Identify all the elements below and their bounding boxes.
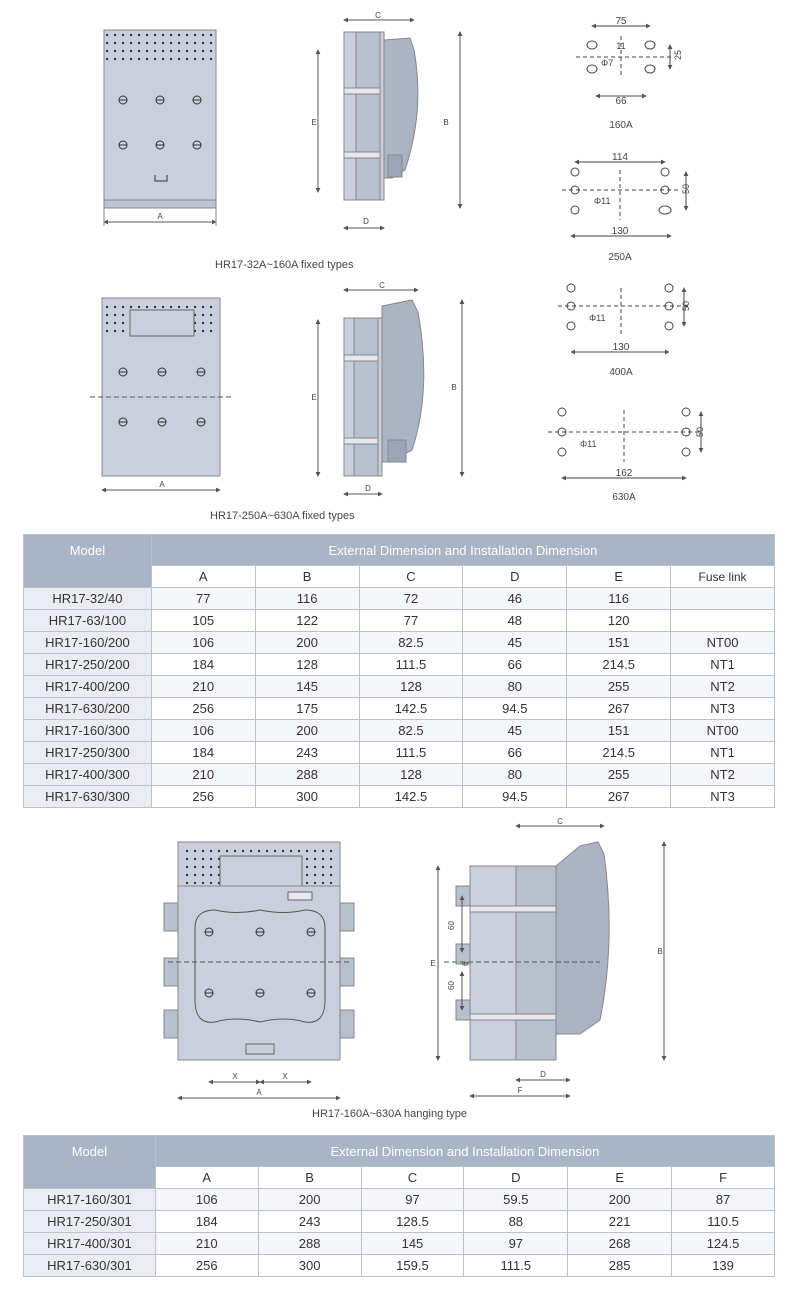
value-cell: 110.5 xyxy=(672,1211,775,1233)
value-cell: 256 xyxy=(151,786,255,808)
value-cell: 300 xyxy=(258,1255,361,1277)
value-cell: 87 xyxy=(672,1189,775,1211)
mount-250-bottom: 130 xyxy=(611,226,629,237)
value-cell: 221 xyxy=(568,1211,672,1233)
mount-160-label: 160A xyxy=(609,120,633,131)
table-row xyxy=(24,720,775,742)
mount-250-side: 50 xyxy=(681,183,691,194)
table-row xyxy=(24,742,775,764)
fixed-small-front-view xyxy=(104,30,216,226)
value-cell: 200 xyxy=(255,720,359,742)
value-cell: 142.5 xyxy=(359,786,463,808)
value-cell: 45 xyxy=(463,720,567,742)
value-cell: 151 xyxy=(567,720,671,742)
model-cell: HR17-160/301 xyxy=(24,1189,156,1211)
table-row xyxy=(24,610,775,632)
hanging-dim-b: B xyxy=(657,947,663,956)
value-cell: 285 xyxy=(568,1255,672,1277)
value-cell: NT2 xyxy=(671,764,775,786)
value-cell: 124.5 xyxy=(672,1233,775,1255)
hanging-dim-e: E xyxy=(430,959,436,968)
fixed-small-dim-a: A xyxy=(157,212,163,221)
value-cell: 175 xyxy=(255,698,359,720)
value-cell: 243 xyxy=(255,742,359,764)
value-cell: 46 xyxy=(463,588,567,610)
value-cell: 111.5 xyxy=(464,1255,568,1277)
value-cell: 77 xyxy=(151,588,255,610)
hanging-dim-x2: X xyxy=(282,1072,288,1081)
mount-400-hole: Φ11 xyxy=(589,313,606,323)
value-cell: 256 xyxy=(151,698,255,720)
mount-630-side: 50 xyxy=(695,426,705,437)
table-row xyxy=(24,764,775,786)
value-cell: NT1 xyxy=(671,742,775,764)
value-cell: 106 xyxy=(151,720,255,742)
fixed-large-front-view xyxy=(90,298,232,490)
value-cell: 105 xyxy=(151,610,255,632)
mount-160-bottom: 66 xyxy=(615,96,627,107)
mount-160-diagram xyxy=(576,26,672,96)
value-cell: 128 xyxy=(359,764,463,786)
value-cell: 210 xyxy=(151,676,255,698)
model-cell: HR17-630/301 xyxy=(24,1255,156,1277)
fixed-large-dim-b: B xyxy=(451,383,457,392)
table1-col-fuse-link: Fuse link xyxy=(671,566,775,588)
fixed-large-caption: HR17-250A~630A fixed types xyxy=(210,510,355,522)
value-cell: 128 xyxy=(255,654,359,676)
value-cell: 268 xyxy=(568,1233,672,1255)
fixed-small-dim-e: E xyxy=(311,118,317,127)
value-cell: 122 xyxy=(255,610,359,632)
table2-model-header: Model xyxy=(24,1136,156,1189)
value-cell: 200 xyxy=(258,1189,361,1211)
fixed-large-dim-e: E xyxy=(311,393,317,402)
mount-160-side: 25 xyxy=(673,49,683,60)
dimension-table-fixed xyxy=(23,534,775,808)
value-cell: 210 xyxy=(151,764,255,786)
mount-160-top: 75 xyxy=(615,16,627,27)
fixed-small-dim-d: D xyxy=(363,217,369,226)
value-cell: 210 xyxy=(155,1233,258,1255)
value-cell: 255 xyxy=(567,764,671,786)
fixed-small-caption: HR17-32A~160A fixed types xyxy=(215,259,354,271)
value-cell: 116 xyxy=(567,588,671,610)
value-cell: 88 xyxy=(464,1211,568,1233)
value-cell: 94.5 xyxy=(463,698,567,720)
model-cell: HR17-400/200 xyxy=(24,676,152,698)
table-row xyxy=(24,1233,775,1255)
mount-630-hole: Φ11 xyxy=(580,439,597,449)
value-cell: 48 xyxy=(463,610,567,632)
value-cell: 106 xyxy=(155,1189,258,1211)
value-cell: 300 xyxy=(255,786,359,808)
hanging-dim-c: C xyxy=(557,817,563,826)
value-cell: 66 xyxy=(463,742,567,764)
model-cell: HR17-32/40 xyxy=(24,588,152,610)
table1-col-e: E xyxy=(567,566,671,588)
table1-col-b: B xyxy=(255,566,359,588)
value-cell xyxy=(671,588,775,610)
value-cell: 116 xyxy=(255,588,359,610)
model-cell: HR17-630/300 xyxy=(24,786,152,808)
table1-group-header: External Dimension and Installation Dimension xyxy=(151,535,774,566)
table2-col-a: A xyxy=(155,1167,258,1189)
value-cell: 267 xyxy=(567,786,671,808)
value-cell: 267 xyxy=(567,698,671,720)
model-cell: HR17-250/300 xyxy=(24,742,152,764)
table1-col-d: D xyxy=(463,566,567,588)
table-row xyxy=(24,1211,775,1233)
mount-630-label: 630A xyxy=(612,492,636,503)
value-cell: 288 xyxy=(255,764,359,786)
table1-model-header: Model xyxy=(24,535,152,588)
value-cell: 59.5 xyxy=(464,1189,568,1211)
table1-col-a: A xyxy=(151,566,255,588)
value-cell: 94.5 xyxy=(463,786,567,808)
mount-400-side: 50 xyxy=(681,300,691,311)
value-cell xyxy=(671,610,775,632)
value-cell: NT1 xyxy=(671,654,775,676)
value-cell: 111.5 xyxy=(359,742,463,764)
table-row xyxy=(24,1189,775,1211)
value-cell: NT2 xyxy=(671,676,775,698)
mount-250-diagram xyxy=(562,162,686,236)
mount-250-top: 114 xyxy=(612,152,628,163)
value-cell: 200 xyxy=(568,1189,672,1211)
model-cell: HR17-250/301 xyxy=(24,1211,156,1233)
model-cell: HR17-630/200 xyxy=(24,698,152,720)
table-row xyxy=(24,698,775,720)
hanging-dim-f: F xyxy=(517,1086,523,1095)
value-cell: NT00 xyxy=(671,632,775,654)
value-cell: 77 xyxy=(359,610,463,632)
model-cell: HR17-250/200 xyxy=(24,654,152,676)
value-cell: 45 xyxy=(463,632,567,654)
table2-col-b: B xyxy=(258,1167,361,1189)
value-cell: 128.5 xyxy=(361,1211,464,1233)
model-cell: HR17-160/300 xyxy=(24,720,152,742)
fixed-small-side-view xyxy=(311,11,460,228)
value-cell: 243 xyxy=(258,1211,361,1233)
fixed-large-dim-d: D xyxy=(365,484,371,493)
value-cell: 184 xyxy=(155,1211,258,1233)
value-cell: 184 xyxy=(151,654,255,676)
value-cell: 288 xyxy=(258,1233,361,1255)
value-cell: 142.5 xyxy=(359,698,463,720)
table1-col-c: C xyxy=(359,566,463,588)
value-cell: 120 xyxy=(567,610,671,632)
value-cell: NT00 xyxy=(671,720,775,742)
value-cell: NT3 xyxy=(671,698,775,720)
hanging-dim-a: A xyxy=(256,1088,262,1097)
value-cell: 66 xyxy=(463,654,567,676)
table2-col-d: D xyxy=(464,1167,568,1189)
hanging-dim-v2: 6 xyxy=(461,961,470,966)
value-cell: 72 xyxy=(359,588,463,610)
value-cell: NT3 xyxy=(671,786,775,808)
value-cell: 97 xyxy=(464,1233,568,1255)
table2-col-f: F xyxy=(672,1167,775,1189)
mount-630-bottom: 162 xyxy=(615,468,633,479)
mount-250-hole: Φ11 xyxy=(594,196,611,206)
model-cell: HR17-400/301 xyxy=(24,1233,156,1255)
value-cell: 145 xyxy=(255,676,359,698)
table2-group-header: External Dimension and Installation Dimension xyxy=(155,1136,774,1167)
value-cell: 145 xyxy=(361,1233,464,1255)
value-cell: 200 xyxy=(255,632,359,654)
value-cell: 184 xyxy=(151,742,255,764)
hanging-caption: HR17-160A~630A hanging type xyxy=(312,1108,468,1120)
table-row xyxy=(24,654,775,676)
value-cell: 82.5 xyxy=(359,632,463,654)
fixed-large-dim-a: A xyxy=(159,480,165,489)
fixed-small-dim-c: C xyxy=(375,11,381,20)
value-cell: 80 xyxy=(463,676,567,698)
value-cell: 159.5 xyxy=(361,1255,464,1277)
value-cell: 214.5 xyxy=(567,742,671,764)
mount-160-mid: 11 xyxy=(616,41,626,51)
model-cell: HR17-63/100 xyxy=(24,610,152,632)
fixed-large-side-view xyxy=(311,281,462,494)
hanging-dim-v3: 60 xyxy=(447,981,456,990)
hanging-dim-d: D xyxy=(540,1070,546,1079)
fixed-large-dim-c: C xyxy=(379,281,385,290)
value-cell: 80 xyxy=(463,764,567,786)
value-cell: 106 xyxy=(151,632,255,654)
model-cell: HR17-400/300 xyxy=(24,764,152,786)
dimension-table-hanging xyxy=(23,1135,775,1277)
mount-400-bottom: 130 xyxy=(612,342,630,353)
value-cell: 128 xyxy=(359,676,463,698)
model-cell: HR17-160/200 xyxy=(24,632,152,654)
value-cell: 82.5 xyxy=(359,720,463,742)
table-row xyxy=(24,632,775,654)
value-cell: 111.5 xyxy=(359,654,463,676)
mount-400-label: 400A xyxy=(609,367,633,378)
mount-160-hole: Φ7 xyxy=(601,58,614,68)
table-row xyxy=(24,588,775,610)
value-cell: 256 xyxy=(155,1255,258,1277)
value-cell: 139 xyxy=(672,1255,775,1277)
table-row xyxy=(24,1255,775,1277)
table-row xyxy=(24,676,775,698)
table2-col-e: E xyxy=(568,1167,672,1189)
table2-col-c: C xyxy=(361,1167,464,1189)
hanging-dim-x1: X xyxy=(232,1072,238,1081)
mount-250-label: 250A xyxy=(608,252,632,263)
hanging-side-view xyxy=(430,817,664,1096)
fixed-small-dim-b: B xyxy=(443,118,449,127)
hanging-dim-v1: 60 xyxy=(447,921,456,930)
value-cell: 151 xyxy=(567,632,671,654)
value-cell: 255 xyxy=(567,676,671,698)
hanging-front-view xyxy=(164,842,354,1098)
table-row xyxy=(24,786,775,808)
value-cell: 97 xyxy=(361,1189,464,1211)
value-cell: 214.5 xyxy=(567,654,671,676)
